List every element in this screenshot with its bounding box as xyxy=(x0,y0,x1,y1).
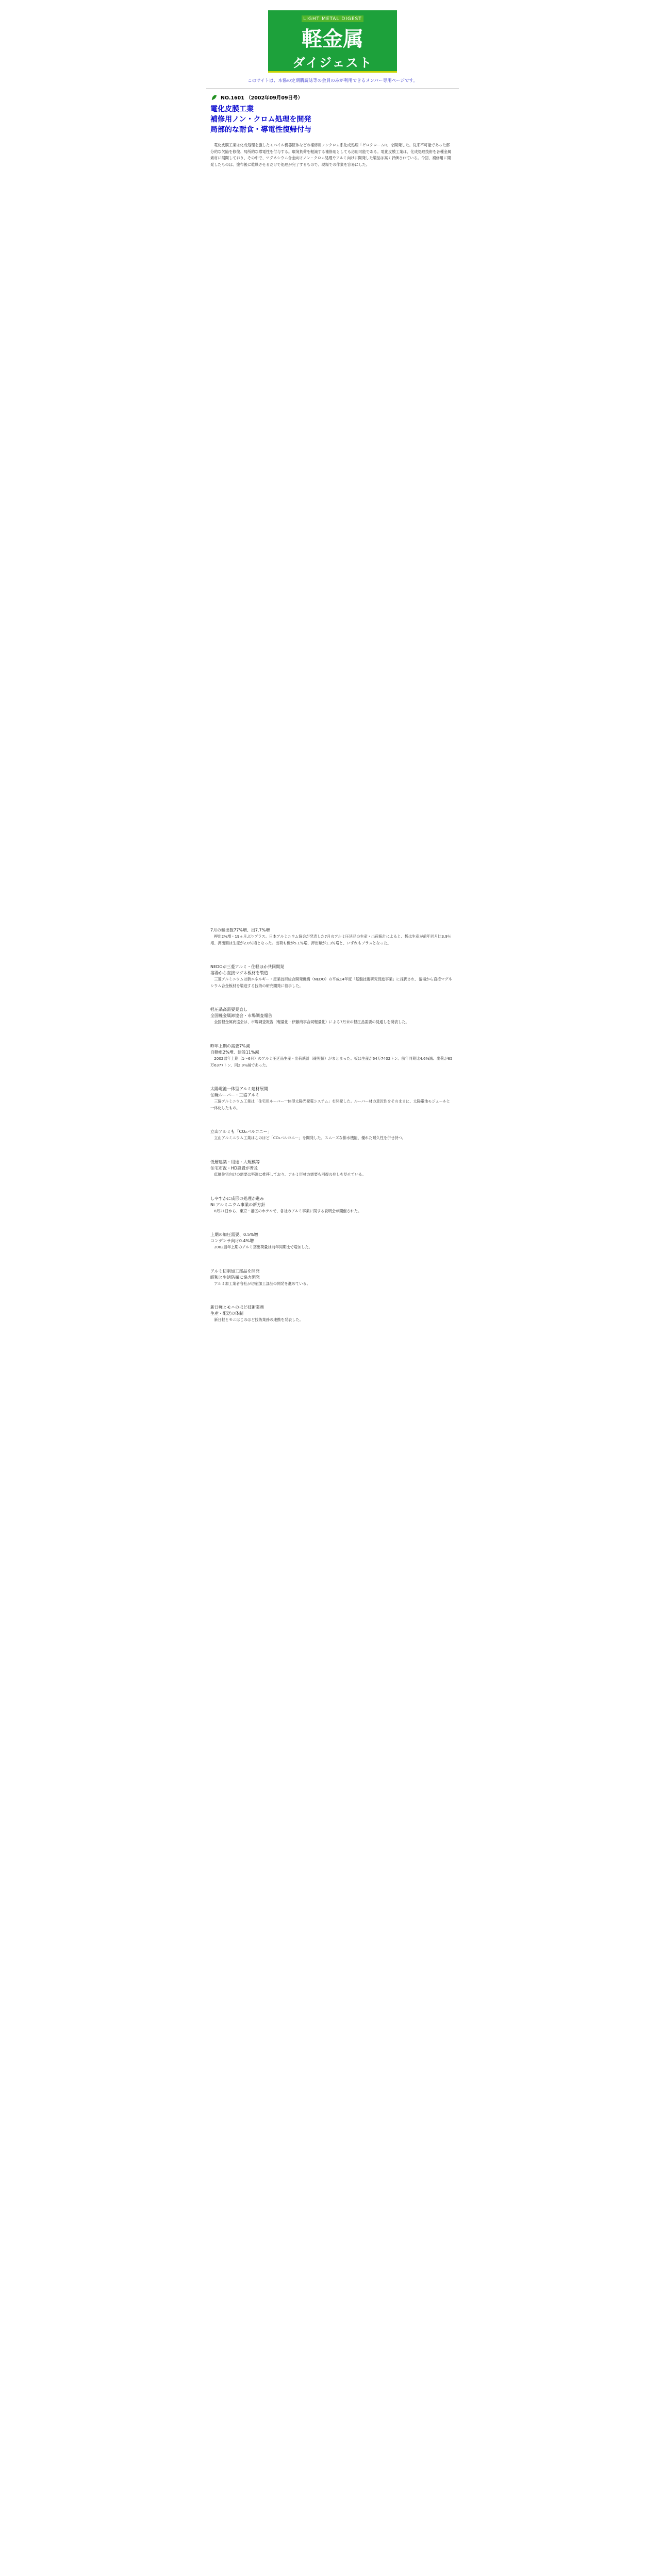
section-body: 電化皮膜工業は化成処理を施したモバイル機器筐体などの補修用ノンクロム系化成処理「ゼロクロームR」を開発した。従来不可能であった部分的な欠陥を修復、局所的な導電性を付与する。環境負荷を軽減する補修用としても応用可能である。電化皮膜工業は、化成処理技術を各種金属素材に展開しており、その中で、マグネシウム合金向けノン・クロム処理やアルミ向けに開発した製品は高く評価されている。今回、補修用に開発したものは、塗布後に乾燥させるだけで処理が完了するもので、現場での作業を容易にした。 xyxy=(210,143,452,167)
section-body: 2002暦年上期（1〜6月）のアルミ圧延品生産・出荷統計（確報値）がまとまった。板は生産が64万7402トン、前年同期比4.6%減、出荷が65万6377トン、同2.9%減であった。 xyxy=(210,1056,453,1067)
article-section xyxy=(210,927,453,946)
section-body: 三協アルミニウム工業は「住宅用ルーバー一体型太陽光発電システム」を開発した。ルーバー材の意匠性をそのままに、太陽電池モジュールと一体化したもの。 xyxy=(210,1099,451,1110)
section-heading: 昨年上期の需要7%減 自動車2%増、建設11%減 xyxy=(210,1043,259,1055)
section-heading: 軽圧品高需要見直し 全国軽金属卸協会・市場調査報告 xyxy=(210,1007,272,1019)
masthead-subtitle: ダイジェスト xyxy=(292,56,373,70)
section-body: 押出2%増・19ヵ月ぶりプラス。日本アルミニウム協会が発表した7月のアルミ圧延品の生産・出荷統計によると、板は生産が前年同月比3.9％増、押出類は生産が2.0％増となった。出荷も板が5.1％増、押出類が1.3％増と、いずれもプラスとなった。 xyxy=(210,934,452,945)
headline-line: 電化皮膜工業 xyxy=(210,105,254,113)
divider xyxy=(206,88,459,89)
masthead-title: 軽金属 xyxy=(302,27,363,51)
issue-header xyxy=(210,94,459,101)
article-section xyxy=(210,964,453,989)
masthead-logo xyxy=(268,10,397,73)
section-body: 三菱アルミニウムは新エネルギー・産業技術総合開発機構（NEDO）の平成14年度「基盤技術研究促進事業」に採択され、溶湯から直接マグネシウム合金板材を製造する技術の研究開発に着手した。 xyxy=(210,977,452,988)
masthead-en-title: LIGHT METAL DIGEST xyxy=(303,16,362,22)
article-body xyxy=(210,142,453,1324)
section-heading: 上期の加圧需要、0.5%増 コンデンサ向け0.4%増 xyxy=(210,1232,258,1244)
section-body: 2002暦年上期のアルミ箔出荷量は前年同期比で増加した。 xyxy=(214,1245,312,1250)
section-heading: アルミ切削加工部品を開発 昭和と生活防衛に協力開発 xyxy=(210,1268,260,1280)
section-body: 立山アルミニウム工業はこのほど「CO₂バルコニー」を開発した。スムーズな排水機能、優れた耐久性を併せ持つ。 xyxy=(214,1136,406,1141)
article-section xyxy=(210,1159,453,1178)
article-section xyxy=(210,1007,453,1026)
issue-number: NO.1601 （2002年09月09日号） xyxy=(221,95,303,101)
section-body: アルミ加工業者各社が切削加工部品の開発を進めている。 xyxy=(214,1281,310,1286)
section-body: 新日軽とモニはこのほど技術業務の連携を発表した。 xyxy=(214,1317,303,1323)
article-section xyxy=(210,1043,453,1069)
article-section xyxy=(210,1232,453,1251)
section-heading: NEDOが三菱アルミ・住軽ほか共同開発 溶湯から直接マグネ板材を製造 xyxy=(210,964,285,976)
section-heading: 低層建築・用途・大規模等 住宅市況・HD設置が普及 xyxy=(210,1159,260,1171)
section-body: 低層住宅向けの需要は堅調に推移しており、アルミ形材の需要も回復の兆しを見せている。 xyxy=(214,1172,366,1177)
headline-line: 局部的な耐食・導電性復帰付与 xyxy=(210,126,311,134)
section-body: 全国軽金属商協会は、市場調査報告（軽量化・伊藤商事合同軽量化）による7月末の軽圧品需要の見通しを発表した。 xyxy=(214,1020,409,1025)
section-heading: 新日軽とモニのほど技術業務 生産・配送の体制 xyxy=(210,1305,264,1316)
section-heading: しやすかに成形の処理が進み Ni アルミニウム事業の新方針 xyxy=(210,1196,266,1207)
section-heading: 7月の輸出数77%増、出7.7%増 xyxy=(210,928,270,933)
article-section xyxy=(210,1268,453,1287)
section-heading: 立山アルミも「CO₂バルコニー」 xyxy=(210,1129,272,1134)
headline xyxy=(210,104,459,135)
member-notice: このサイトは、本協の定期購読誌等の会員のみが利用できるメンバー専用ページです。 xyxy=(247,78,418,83)
article-section xyxy=(210,142,453,910)
article-section xyxy=(210,1129,453,1142)
page xyxy=(206,10,459,1341)
section-body: 8月21日から、東京・港区のホテルで、各社のアルミ事業に関する説明会が開催された。 xyxy=(214,1208,362,1213)
section-heading: 太陽電池一体型アルミ建材展開 住軽ルーバー・三協アルミ xyxy=(210,1087,268,1098)
headline-line: 補修用ノン・クロム処理を開発 xyxy=(210,115,311,124)
article-section xyxy=(210,1196,453,1215)
leaf-bullet-icon xyxy=(210,94,218,101)
article-section xyxy=(210,1086,453,1111)
article-section xyxy=(210,1304,453,1324)
